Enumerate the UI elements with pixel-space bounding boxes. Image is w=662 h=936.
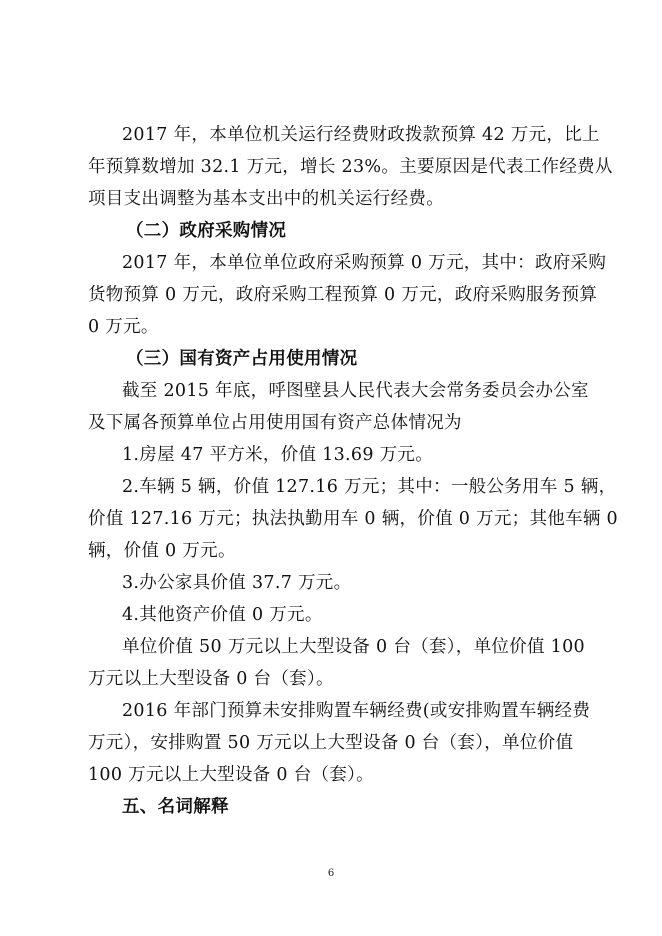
para1-line3: 项目支出调整为基本支出中的机关运行经费。 xyxy=(88,189,444,209)
asset-item-furniture: 3.办公家具价值 37.7 万元。 xyxy=(122,573,352,593)
para3-line1: 截至 2015 年底，呼图壁县人民代表大会常务委员会办公室 xyxy=(122,381,589,401)
section-heading-glossary: 五、名词解释 xyxy=(122,797,229,817)
para2-line3: 0 万元。 xyxy=(88,317,159,337)
para3-line2: 及下属各预算单位占用使用国有资产总体情况为 xyxy=(88,413,462,433)
para4-line1: 单位价值 50 万元以上大型设备 0 台（套），单位价值 100 xyxy=(122,637,585,657)
para5-line2: 万元），安排购置 50 万元以上大型设备 0 台（套），单位价值 xyxy=(88,733,574,753)
para2-line1: 2017 年，本单位单位政府采购预算 0 万元，其中：政府采购 xyxy=(122,253,607,273)
para5-line3: 100 万元以上大型设备 0 台（套）。 xyxy=(88,765,374,785)
para4-line2: 万元以上大型设备 0 台（套）。 xyxy=(88,669,334,689)
asset-item-vehicles-line2: 价值 127.16 万元；执法执勤用车 0 辆，价值 0 万元；其他车辆 0 xyxy=(88,509,618,529)
para1-line1: 2017 年，本单位机关运行经费财政拨款预算 42 万元，比上 xyxy=(122,125,600,145)
asset-item-other: 4.其他资产价值 0 万元。 xyxy=(122,605,323,625)
asset-item-housing: 1.房屋 47 平方米，价值 13.69 万元。 xyxy=(122,445,434,465)
para1-line2: 年预算数增加 32.1 万元，增长 23%。主要原因是代表工作经费从 xyxy=(88,157,613,177)
para2-line2: 货物预算 0 万元，政府采购工程预算 0 万元，政府采购服务预算 xyxy=(88,285,598,305)
para5-line1: 2016 年部门预算未安排购置车辆经费(或安排购置车辆经费 xyxy=(122,701,591,721)
asset-item-vehicles-line3: 辆，价值 0 万元。 xyxy=(88,541,236,561)
page-number: 6 xyxy=(327,868,335,879)
section-heading-assets: （三）国有资产占用使用情况 xyxy=(126,349,358,369)
section-heading-procurement: （二）政府采购情况 xyxy=(126,221,287,241)
asset-item-vehicles-line1: 2.车辆 5 辆，价值 127.16 万元；其中：一般公务用车 5 辆， xyxy=(122,477,617,497)
